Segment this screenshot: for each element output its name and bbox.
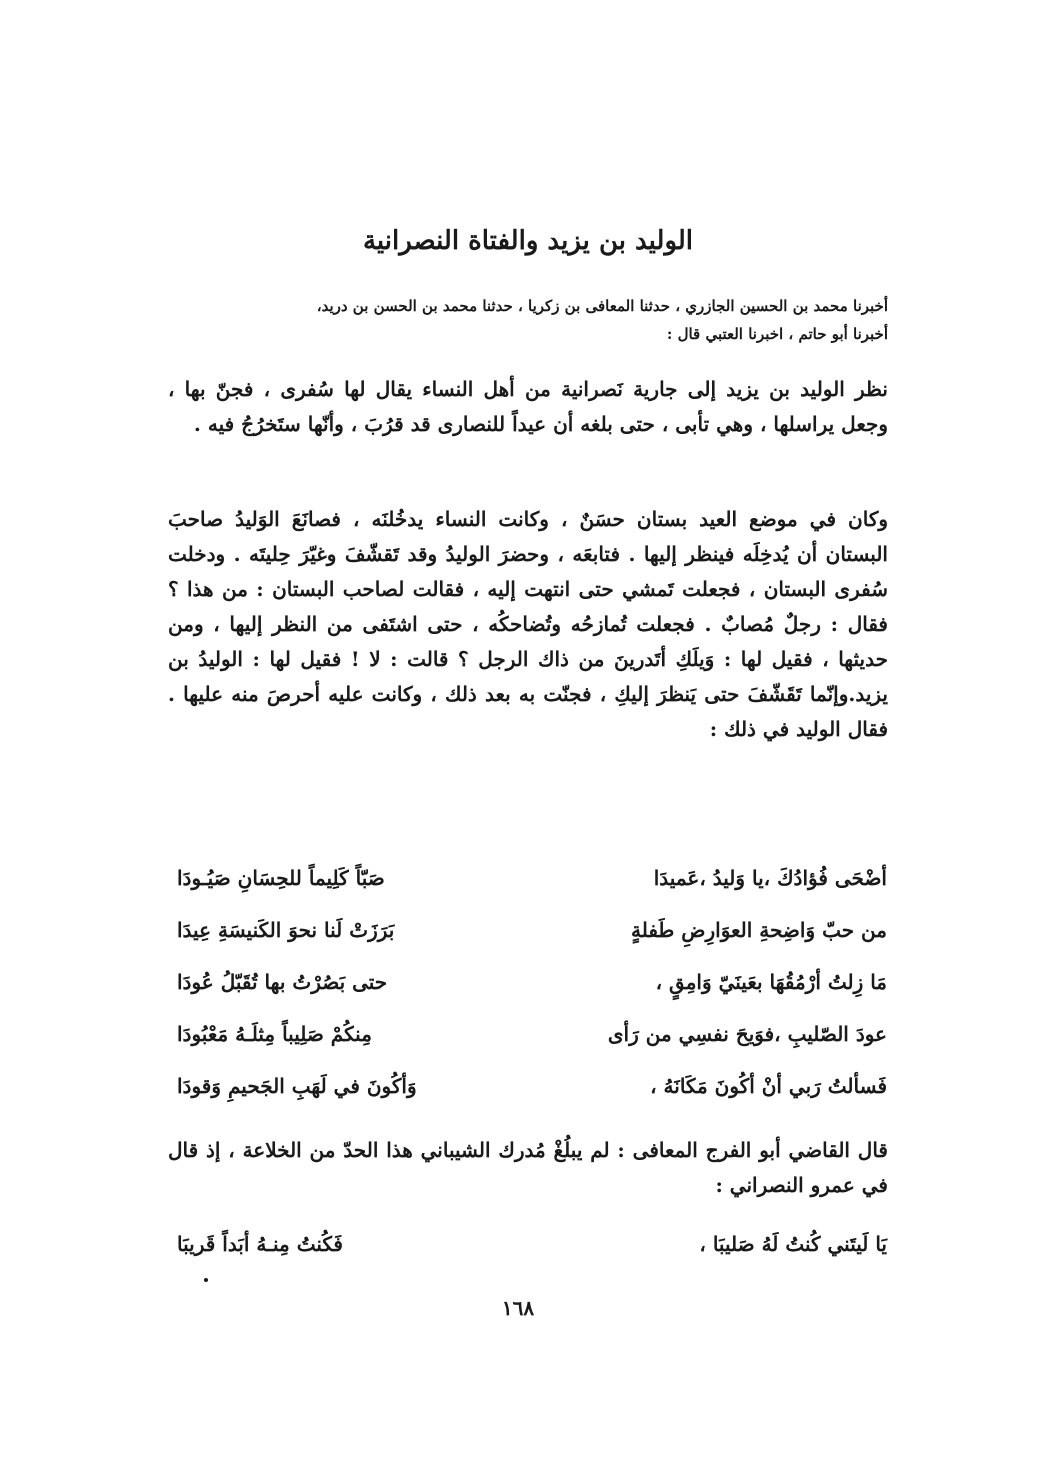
chapter-title: الوليد بن يزيد والفتاة النصرانية bbox=[362, 226, 694, 256]
paragraph: قال القاضي أبو الفرج المعافى : لم يبلُغْ مُدرك الشيباني هذا الحدّ من الخلاعة ، إذ قال في عمرو النصراني : bbox=[168, 1138, 888, 1197]
first-hemistich: يَا لَيتَني كُنتُ لَهُ صَليبَا ، bbox=[699, 1232, 887, 1256]
poem bbox=[177, 1218, 887, 1270]
first-hemistich: عودَ الصّليبِ ،فوَيحَ نفسِي من رَأى bbox=[607, 1022, 887, 1046]
verse-line bbox=[177, 1008, 887, 1060]
page-number: ١٦٨ bbox=[501, 1296, 535, 1320]
verse-line bbox=[177, 1060, 887, 1112]
first-hemistich: من حبّ وَاضِحةِ العوَارِضِ طَفلةٍ bbox=[630, 918, 887, 942]
paragraph: وكان في موضع العيد بستان حسَنٌ ، وكانت النساء يدخُلنَه ، فصانَعَ الوَليدُ صاحبَ البستان أن يُدخِلَه فينظر إليها . فتابعَه ، وحضرَ الوليدُ وقد تَقشّفَ وغيّرَ حِليتَه . ودخلت سُفرى البستان ، فجعلت تَمشي حتى انتهت إليه ، فقالت لصاحب البستان : من هذا ؟ فقال : رجلٌ مُصابٌ . فجعلت تُمازحُه وتُضاحكُه ، حتى اشتَفى من النظر إليها ، ومن حديثها ، فقيل لها : وَيلَكِ أتَدرينَ من ذاك الرجل ؟ قالت : لا ! فقيل لها : الوليدُ بن يزيد.وإنّما تَقَشّفَ حتى يَنظرَ إليكِ ، فجنّت به بعد ذلك ، وكانت عليه أحرصَ منه عليها . فقال الوليد في ذلك : bbox=[168, 507, 888, 741]
second-hemistich: مِنكُمْ صَلِيباً مِثلَـهُ مَعْبُودَا bbox=[177, 1022, 372, 1046]
verse-line bbox=[177, 956, 887, 1008]
first-hemistich: مَا زِلتُ أرْمُقُهَا بعَينَيّ وَامِقٍ ، bbox=[655, 970, 887, 994]
paragraph: نظر الوليد بن يزيد إلى جارية نَصرانية من أهل النساء يقال لها سُفرى ، فجنّ بها ، وجعل يراسلها ، وهي تأبى ، حتى بلغه أن عيداً للنصارى قد قرُبَ ، وأنّها ستَخرُجُ فيه . bbox=[168, 377, 888, 436]
verse-line bbox=[177, 852, 887, 904]
second-hemistich: بَرَزَتْ لَنا نحوَ الكَنيسَةِ عِيدَا bbox=[177, 918, 395, 942]
isnad-chain bbox=[168, 292, 888, 348]
ink-dot bbox=[204, 1278, 208, 1282]
second-hemistich: صَبّاً كَلِيماً للحِسَانِ صَيُـودَا bbox=[177, 866, 385, 890]
isnad-line: أخبرنا أبو حاتم ، اخبرنا العتبي قال : bbox=[666, 325, 888, 343]
verse-line bbox=[177, 1218, 887, 1270]
verse-line bbox=[177, 904, 887, 956]
first-hemistich: أضْحَى فُؤادُكَ ،يا وَليدُ ،عَميدَا bbox=[653, 866, 887, 890]
second-hemistich: فَكُنتُ مِنـهُ أبَداً قَريبَا bbox=[177, 1232, 343, 1256]
second-hemistich: حتى بَصُرْتُ بها تُقَبّلُ عُودَا bbox=[177, 970, 388, 994]
poem bbox=[177, 852, 887, 1112]
isnad-line: أخبرنا محمد بن الحسين الجازري ، حدثنا المعافى بن زكريا ، حدثنا محمد بن الحسن بن دريد، bbox=[316, 297, 888, 315]
second-hemistich: وَأكُونَ في لَهَبِ الجَحيمِ وَقودَا bbox=[177, 1074, 417, 1098]
first-hemistich: فَسألتُ رَبي أنْ أكُونَ مَكَانَهُ ، bbox=[650, 1074, 887, 1098]
